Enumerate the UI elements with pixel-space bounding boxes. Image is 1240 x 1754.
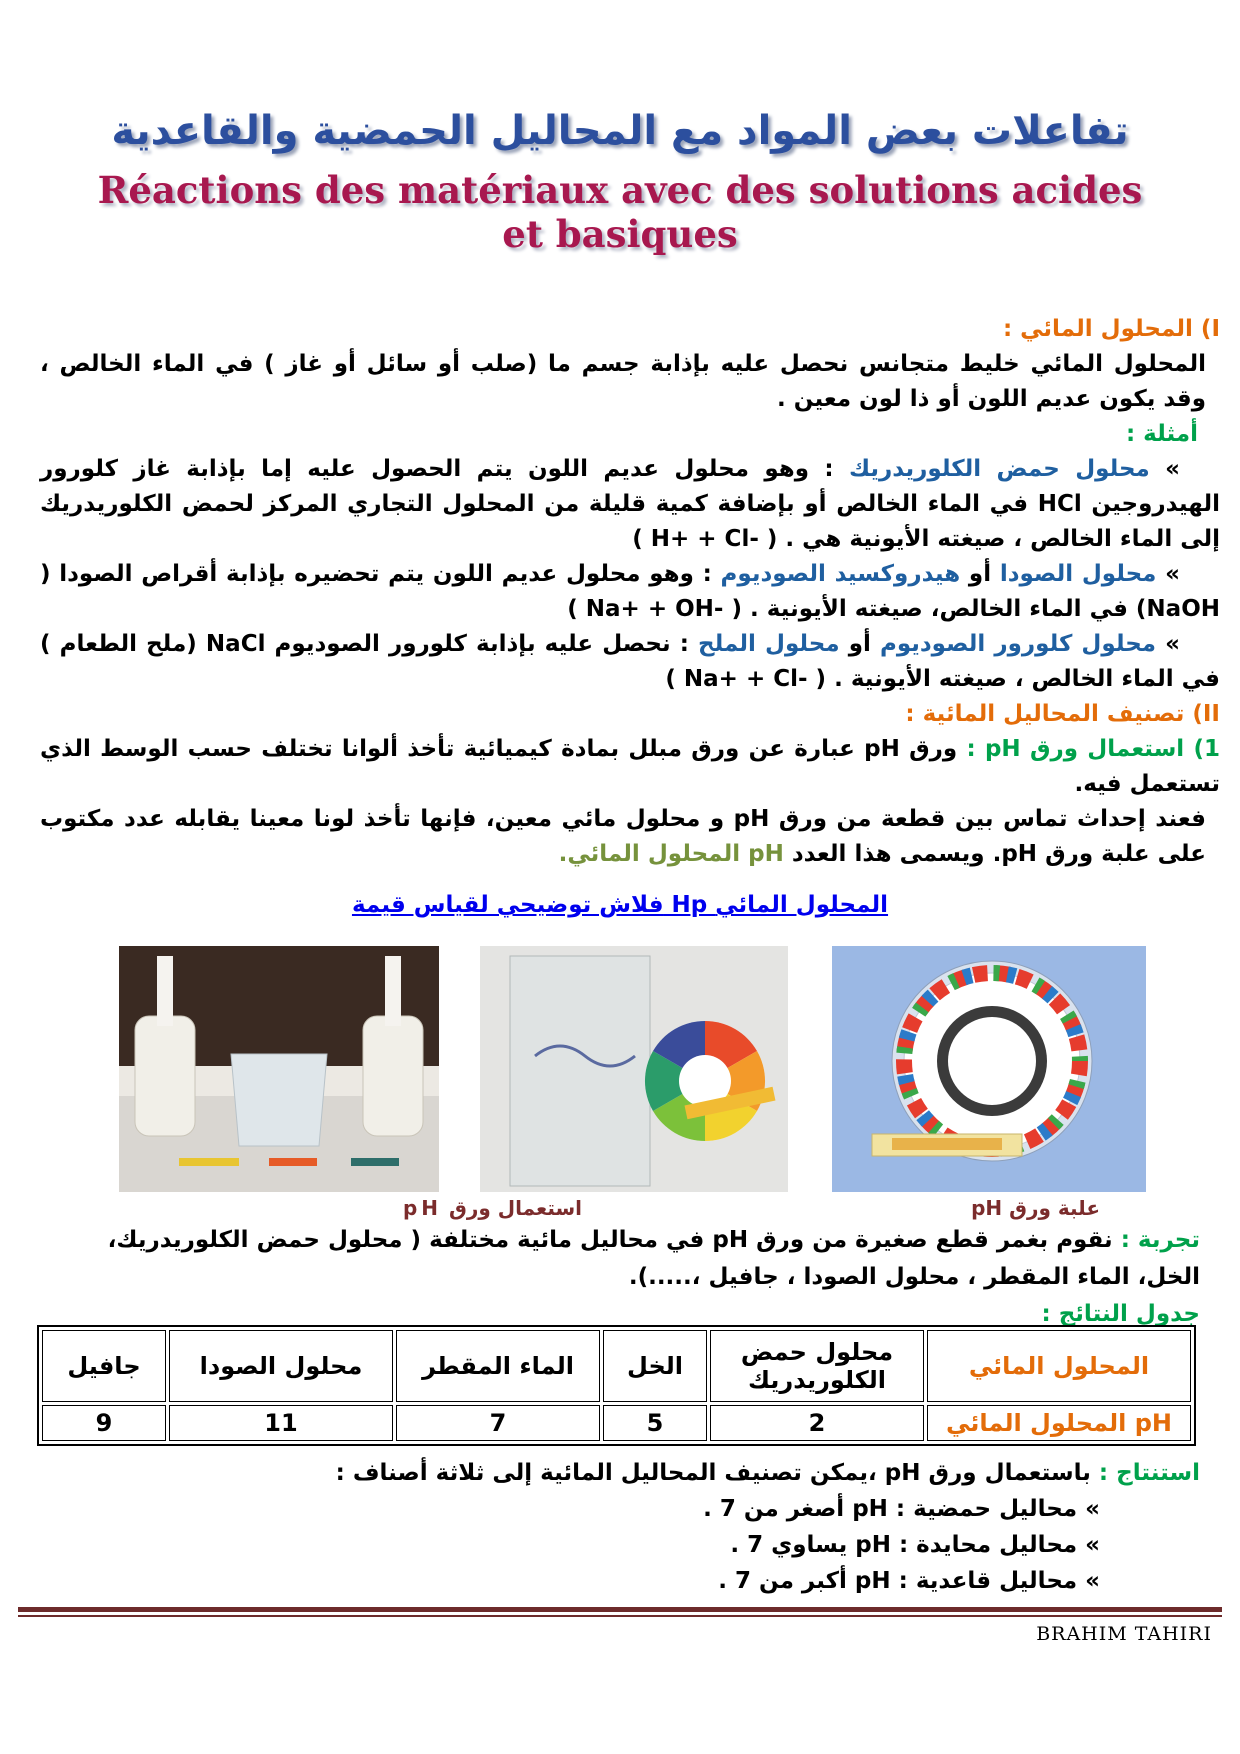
section2-heading: II) تصنيف المحاليل المائية : xyxy=(905,701,1220,727)
example-nacl-name-b: محلول الملح xyxy=(698,631,840,657)
example-nacl-or: أو xyxy=(848,631,871,657)
table-header-cell: pH المحلول المائي xyxy=(927,1405,1191,1441)
example-naoh-name-a: محلول الصودا xyxy=(999,561,1157,587)
example-hcl: » محلول حمض الكلوريدريك : وهو محلول عديم اللون يتم الحصول عليه إما بإذابة غاز كلورور الهيدروجين HCl في الماء الخالص أو بإضافة كمية قليلة من المحلول التجاري المركز لحمض الكلوريدريك إلى الماء الخالص ، صيغته الأيونية هي ( H+ + Cl- ) . xyxy=(40,456,1220,552)
ph-paper-text-2: فعند إحداث تماس بين قطعة من ورق pH و محلول مائي معين، فإنها تأخذ لونا معينا يقابله عدد مكتوب على علبة ورق pH. ويسمى هذا العدد xyxy=(40,806,1206,867)
table-cell: 5 xyxy=(603,1405,707,1441)
footer-author: BRAHIM TAHIRI xyxy=(1036,1623,1212,1645)
photo-bottles-ph-strips xyxy=(119,946,439,1192)
conclusion-paragraph xyxy=(60,1455,1200,1491)
results-heading: جدول النتائج : xyxy=(1041,1301,1200,1327)
table-cell: جافيل xyxy=(42,1330,166,1402)
table-cell: محلول حمض الكلوريدريك xyxy=(710,1330,924,1402)
conclusion-text: باستعمال ورق pH ،يمكن تصنيف المحاليل المائية إلى ثلاثة أصناف : xyxy=(335,1460,1091,1486)
page-title-french xyxy=(60,168,1180,256)
list-item: » محاليل حمضية : pH أصغر من 7 . xyxy=(703,1496,1100,1522)
table-cell: محلول الصودا xyxy=(169,1330,393,1402)
main-content xyxy=(40,312,1220,872)
table-cell: الخل xyxy=(603,1330,707,1402)
results-table xyxy=(37,1325,1196,1446)
ph-paper-text: ورق pH عبارة عن ورق مبلل بمادة كيميائية تأخذ ألوانا تختلف حسب الوسط الذي تستعمل فيه. xyxy=(40,736,1220,797)
example-naoh: » محلول الصودا أو هيدروكسيد الصوديوم : وهو محلول عديم اللون يتم تحضيره بإذابة أقراص الصودا ( NaOH) في الماء الخالص، صيغته الأيونية ( Na+ + OH- ) . xyxy=(40,561,1220,622)
experiment-text: نقوم بغمر قطع صغيرة من ورق pH في محاليل مائية مختلفة ( محلول حمض الكلوريدريك، الخل، الماء المقطر ، محلول الصودا ، جافيل ،.....). xyxy=(107,1227,1200,1290)
example-hcl-name: محلول حمض الكلوريدريك xyxy=(848,456,1150,482)
table-cell: 11 xyxy=(169,1405,393,1441)
experiment-paragraph xyxy=(60,1222,1200,1296)
example-naoh-formula: ( Na+ + OH- ) . xyxy=(567,596,759,622)
ph-box-illustration xyxy=(832,946,1146,1192)
ph-paper-heading: 1) استعمال ورق pH : xyxy=(966,736,1220,762)
section1-heading: I) المحلول المائي : xyxy=(1002,316,1220,342)
caption-ph-paper-use: استعمال ورق pH xyxy=(402,1196,582,1220)
example-nacl: » محلول كلورور الصوديوم أو محلول الملح : نحصل عليه بإذابة كلورور الصوديوم NaCl (ملح الطعام ) في الماء الخالص ، صيغته الأيونية ( Na+ + Cl- ) . xyxy=(40,631,1220,692)
example-nacl-name-a: محلول كلورور الصوديوم xyxy=(879,631,1157,657)
title-fr-line2: et basiques xyxy=(502,212,738,256)
page-title-arabic: تفاعلات بعض المواد مع المحاليل الحمضية والقاعدية xyxy=(111,108,1129,154)
examples-heading: أمثلة : xyxy=(1125,421,1198,447)
example-naoh-or: أو xyxy=(968,561,992,587)
table-cell: 2 xyxy=(710,1405,924,1441)
example-nacl-formula: ( Na+ + Cl- ) . xyxy=(665,666,843,692)
photo-beaker-ph-wheel xyxy=(480,946,788,1192)
title-fr-line1: Réactions des matériaux avec des solutions acides xyxy=(97,168,1143,212)
table-header-cell: المحلول المائي xyxy=(927,1330,1191,1402)
example-naoh-name-b: هيدروكسيد الصوديوم xyxy=(720,561,961,587)
list-item: » محاليل محايدة : pH يساوي 7 . xyxy=(730,1532,1100,1558)
table-cell: 7 xyxy=(396,1405,600,1441)
ph-term: pH المحلول المائي. xyxy=(558,841,784,867)
ph-paper-paragraph-2 xyxy=(40,802,1220,872)
aqueous-definition: المحلول المائي خليط متجانس نحصل عليه بإذابة جسم ما (صلب أو سائل أو غاز ) في الماء الخالص ، وقد يكون عديم اللون أو ذا لون معين . xyxy=(40,351,1206,412)
table-row xyxy=(42,1330,1191,1402)
photo-ph-paper-box xyxy=(832,946,1146,1192)
list-item: » محاليل قاعدية : pH أكبر من 7 . xyxy=(718,1568,1100,1594)
experiment-label: تجربة : xyxy=(1120,1227,1200,1253)
example-hcl-text: : وهو محلول عديم اللون يتم الحصول عليه إما بإذابة غاز كلورور الهيدروجين HCl في الماء الخالص أو بإضافة كمية قليلة من المحلول التجاري المركز لحمض الكلوريدريك إلى الماء الخالص ، صيغته الأيونية هي xyxy=(40,456,1220,552)
bottles-illustration xyxy=(119,946,439,1192)
table-row xyxy=(42,1405,1191,1441)
beaker-illustration xyxy=(480,946,788,1192)
experiment-block xyxy=(60,1222,1200,1333)
conclusion-label: استنتاج : xyxy=(1098,1460,1200,1486)
example-naoh-text: : وهو محلول عديم اللون يتم تحضيره بإذابة أقراص الصودا ( NaOH) في الماء الخالص، صيغته الأيونية xyxy=(40,561,1220,622)
conclusion-block xyxy=(60,1455,1200,1599)
table-cell: الماء المقطر xyxy=(396,1330,600,1402)
footer-rule-thick xyxy=(18,1607,1222,1612)
ph-paper-paragraph xyxy=(40,732,1220,802)
table-cell: 9 xyxy=(42,1405,166,1441)
footer-rule-thin xyxy=(18,1615,1222,1617)
flash-demo-link[interactable]: فلاش توضيحي لقياس قيمة Hp المحلول المائي xyxy=(351,892,889,918)
caption-ph-paper-box: علبة ورق pH xyxy=(971,1196,1100,1220)
example-nacl-text: : نحصل عليه بإذابة كلورور الصوديوم NaCl (ملح الطعام ) في الماء الخالص ، صيغته الأيونية xyxy=(40,631,1220,692)
example-hcl-formula: ( H+ + Cl- ) . xyxy=(632,526,795,552)
